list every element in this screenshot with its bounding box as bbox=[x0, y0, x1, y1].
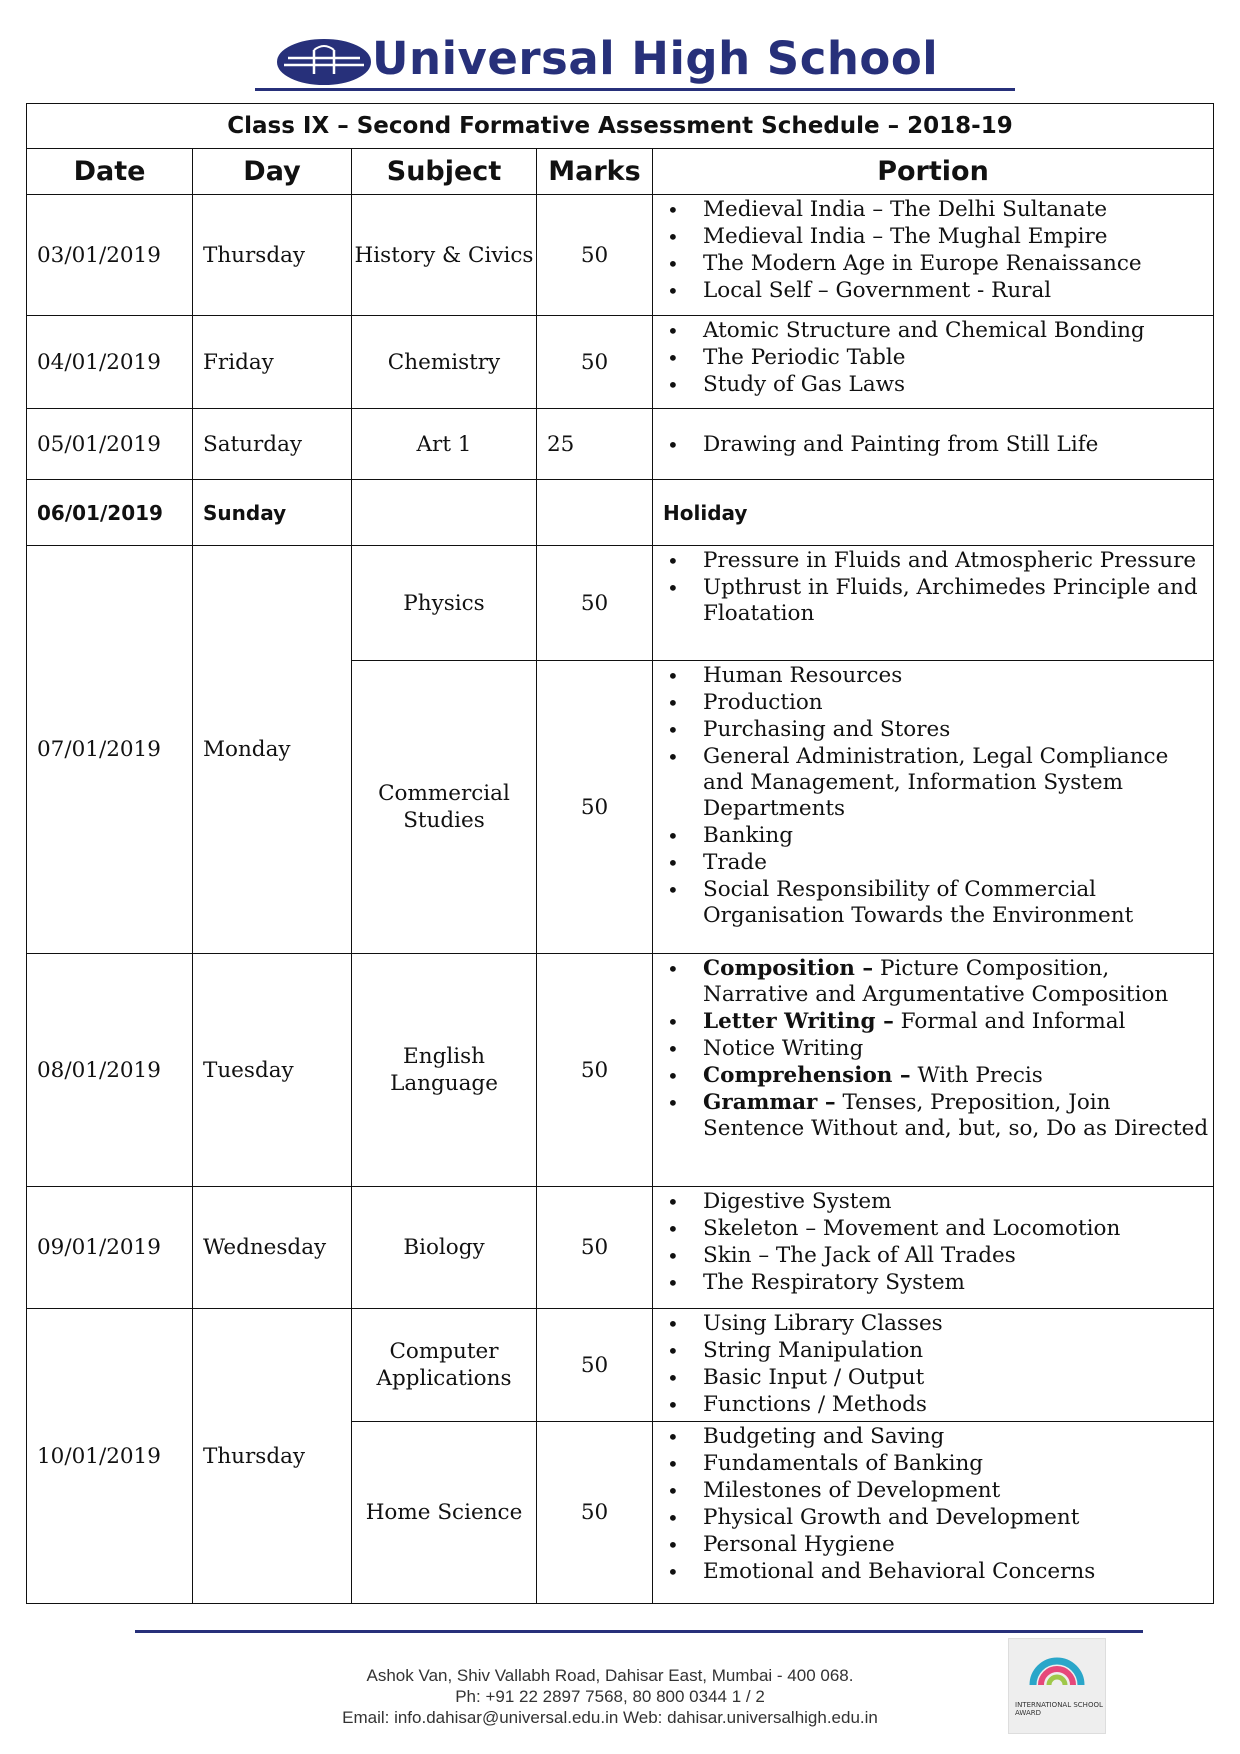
footer-address: Ashok Van, Shiv Vallabh Road, Dahisar East, Mumbai - 400 068. bbox=[366, 1666, 854, 1685]
column-header-marks: Marks bbox=[537, 149, 653, 195]
footer-phone: Ph: +91 22 2897 7568, 80 800 0344 1 / 2 bbox=[455, 1687, 765, 1706]
portion-cell bbox=[653, 954, 1214, 1187]
date-cell: 05/01/2019 bbox=[27, 409, 193, 480]
date-cell: 10/01/2019 bbox=[27, 1309, 193, 1604]
portion-cell bbox=[653, 409, 1214, 480]
day-cell: Sunday bbox=[193, 480, 352, 546]
portion-item: • Functions / Methods bbox=[653, 1392, 1213, 1418]
footer-contact: Email: info.dahisar@universal.edu.in Web: dahisar.universalhigh.edu.in bbox=[342, 1708, 878, 1727]
subject-cell: History & Civics bbox=[352, 195, 537, 316]
portion-item: • Grammar – Tenses, Preposition, Join Sentence Without and, but, so, Do as Directed bbox=[653, 1090, 1213, 1142]
portion-item: • Fundamentals of Banking bbox=[653, 1451, 1213, 1477]
table-row bbox=[27, 195, 1214, 316]
day-cell: Tuesday bbox=[193, 954, 352, 1187]
footer-divider bbox=[135, 1630, 1143, 1633]
subject-cell: Home Science bbox=[352, 1422, 537, 1604]
marks-cell: 50 bbox=[537, 1187, 653, 1309]
table-row bbox=[27, 954, 1214, 1187]
marks-cell: 25 bbox=[537, 409, 653, 480]
portion-cell bbox=[653, 316, 1214, 409]
day-cell: Thursday bbox=[193, 1309, 352, 1604]
portion-item: • The Modern Age in Europe Renaissance bbox=[653, 251, 1213, 277]
portion-item: • Notice Writing bbox=[653, 1036, 1213, 1062]
marks-cell: 50 bbox=[537, 316, 653, 409]
date-cell: 07/01/2019 bbox=[27, 546, 193, 954]
subject-cell: Computer Applications bbox=[352, 1309, 537, 1422]
portion-cell bbox=[653, 1309, 1214, 1422]
marks-cell bbox=[537, 480, 653, 546]
marks-cell: 50 bbox=[537, 546, 653, 661]
portion-cell bbox=[653, 1187, 1214, 1309]
subject-cell: English Language bbox=[352, 954, 537, 1187]
day-cell: Wednesday bbox=[193, 1187, 352, 1309]
column-header-day: Day bbox=[193, 149, 352, 195]
table-row bbox=[27, 546, 1214, 661]
holiday-note: Holiday bbox=[653, 480, 1214, 546]
school-logo bbox=[262, 26, 992, 92]
portion-item: • Personal Hygiene bbox=[653, 1532, 1213, 1558]
date-cell: 03/01/2019 bbox=[27, 195, 193, 316]
date-cell: 04/01/2019 bbox=[27, 316, 193, 409]
school-name: Universal High School bbox=[372, 32, 939, 85]
portion-item: • The Periodic Table bbox=[653, 345, 1213, 371]
table-row bbox=[27, 480, 1214, 546]
marks-cell: 50 bbox=[537, 954, 653, 1187]
marks-cell: 50 bbox=[537, 1422, 653, 1604]
page-footer bbox=[300, 1665, 920, 1728]
subject-cell: Physics bbox=[352, 546, 537, 661]
table-row bbox=[27, 1309, 1214, 1422]
table-row bbox=[27, 1187, 1214, 1309]
portion-cell bbox=[653, 195, 1214, 316]
date-cell: 06/01/2019 bbox=[27, 480, 193, 546]
marks-cell: 50 bbox=[537, 195, 653, 316]
portion-item: • Purchasing and Stores bbox=[653, 717, 1213, 743]
portion-item: • String Manipulation bbox=[653, 1338, 1213, 1364]
column-header-portion: Portion bbox=[653, 149, 1214, 195]
assessment-schedule-table bbox=[26, 103, 1214, 1604]
portion-item: • Comprehension – With Precis bbox=[653, 1063, 1213, 1089]
date-cell: 09/01/2019 bbox=[27, 1187, 193, 1309]
portion-item: • Composition – Picture Composition, Narrative and Argumentative Composition bbox=[653, 956, 1213, 1008]
table-header-row bbox=[27, 149, 1214, 195]
international-school-award-badge bbox=[1008, 1638, 1106, 1734]
header-divider bbox=[255, 88, 1015, 91]
portion-item: • The Respiratory System bbox=[653, 1270, 1213, 1296]
portion-item: • Drawing and Painting from Still Life bbox=[653, 432, 1213, 458]
date-cell: 08/01/2019 bbox=[27, 954, 193, 1187]
day-cell: Monday bbox=[193, 546, 352, 954]
portion-item: • Medieval India – The Delhi Sultanate bbox=[653, 197, 1213, 223]
subject-cell: Commercial Studies bbox=[352, 661, 537, 954]
portion-item: • Banking bbox=[653, 823, 1213, 849]
subject-cell: Chemistry bbox=[352, 316, 537, 409]
portion-cell bbox=[653, 1422, 1214, 1604]
portion-item: • Milestones of Development bbox=[653, 1478, 1213, 1504]
award-logo-icon bbox=[1027, 1649, 1087, 1689]
portion-item: • Letter Writing – Formal and Informal bbox=[653, 1009, 1213, 1035]
portion-item: • Production bbox=[653, 690, 1213, 716]
portion-item: • Skin – The Jack of All Trades bbox=[653, 1243, 1213, 1269]
day-cell: Saturday bbox=[193, 409, 352, 480]
portion-item: • Human Resources bbox=[653, 663, 1213, 689]
school-emblem-icon bbox=[274, 38, 374, 86]
subject-cell: Biology bbox=[352, 1187, 537, 1309]
table-row bbox=[27, 409, 1214, 480]
portion-item: • Local Self – Government - Rural bbox=[653, 278, 1213, 304]
table-title: Class IX – Second Formative Assessment Schedule – 2018-19 bbox=[27, 104, 1214, 149]
portion-item: • Medieval India – The Mughal Empire bbox=[653, 224, 1213, 250]
portion-item: • Physical Growth and Development bbox=[653, 1505, 1213, 1531]
portion-item: • Upthrust in Fluids, Archimedes Principle and Floatation bbox=[653, 575, 1213, 627]
portion-item: • Social Responsibility of Commercial Organisation Towards the Environment bbox=[653, 877, 1213, 929]
day-cell: Thursday bbox=[193, 195, 352, 316]
page-header bbox=[0, 18, 1240, 98]
portion-item: • Digestive System bbox=[653, 1189, 1213, 1215]
portion-item: • Skeleton – Movement and Locomotion bbox=[653, 1216, 1213, 1242]
portion-item: • Study of Gas Laws bbox=[653, 372, 1213, 398]
portion-item: • General Administration, Legal Compliance and Management, Information System Departments bbox=[653, 744, 1213, 822]
portion-item: • Budgeting and Saving bbox=[653, 1424, 1213, 1450]
day-cell: Friday bbox=[193, 316, 352, 409]
portion-item: • Emotional and Behavioral Concerns bbox=[653, 1559, 1213, 1585]
subject-cell: Art 1 bbox=[352, 409, 537, 480]
portion-cell bbox=[653, 661, 1214, 954]
portion-item: • Basic Input / Output bbox=[653, 1365, 1213, 1391]
column-header-date: Date bbox=[27, 149, 193, 195]
marks-cell: 50 bbox=[537, 1309, 653, 1422]
portion-item: • Using Library Classes bbox=[653, 1311, 1213, 1337]
marks-cell: 50 bbox=[537, 661, 653, 954]
award-label: INTERNATIONAL SCHOOL AWARD bbox=[1015, 1701, 1103, 1717]
portion-item: • Atomic Structure and Chemical Bonding bbox=[653, 318, 1213, 344]
portion-cell bbox=[653, 546, 1214, 661]
portion-item: • Pressure in Fluids and Atmospheric Pressure bbox=[653, 548, 1213, 574]
portion-item: • Trade bbox=[653, 850, 1213, 876]
table-row bbox=[27, 316, 1214, 409]
subject-cell bbox=[352, 480, 537, 546]
column-header-subject: Subject bbox=[352, 149, 537, 195]
